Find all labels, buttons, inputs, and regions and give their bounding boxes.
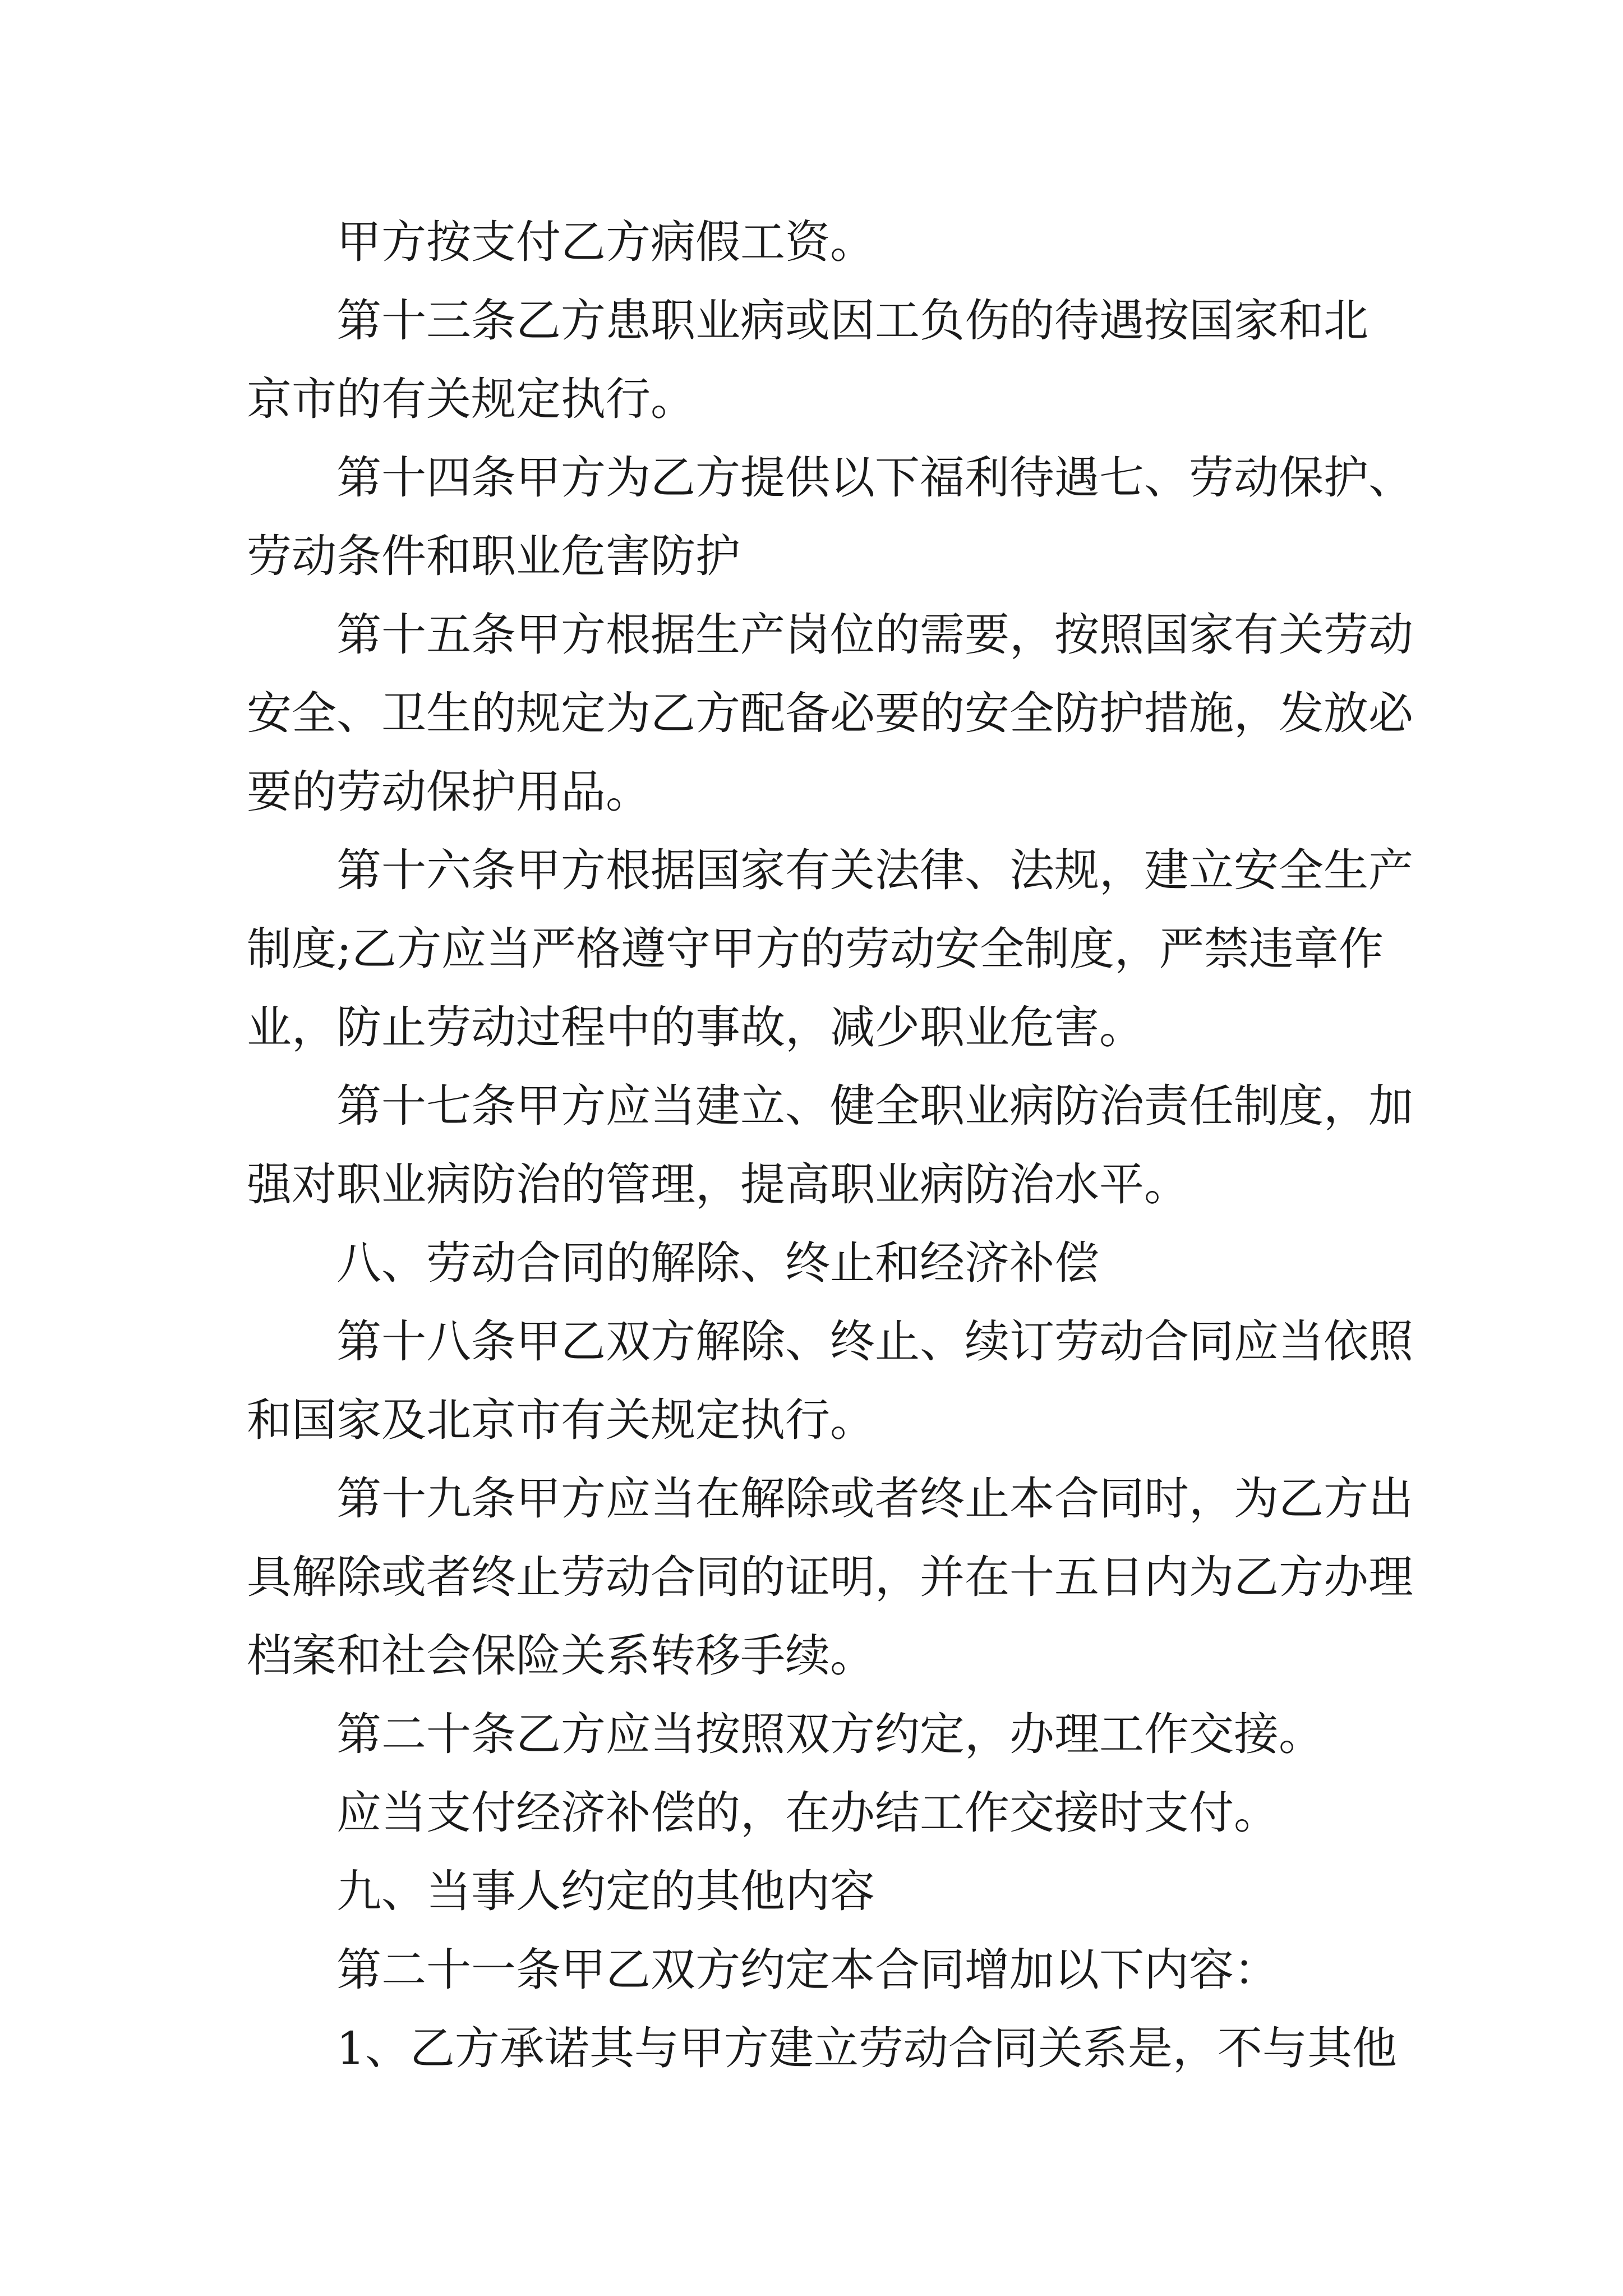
text-line: 要的劳动保护用品。 — [247, 766, 651, 818]
text-line: 甲方按支付乙方病假工资。 — [336, 216, 875, 268]
text-line: 第二十一条甲乙双方约定本合同增加以下内容： — [336, 1944, 1279, 1996]
text-line: 具解除或者终止劳动合同的证明，并在十五日内为乙方办理 — [247, 1551, 1413, 1603]
text-line: 业，防止劳动过程中的事故，减少职业危害。 — [247, 1001, 1144, 1053]
text-line: 1、乙方承诺其与甲方建立劳动合同关系是，不与其他 — [336, 2022, 1397, 2074]
text-line: 劳动条件和职业危害防护 — [247, 530, 740, 582]
text-line: 第二十条乙方应当按照双方约定，办理工作交接。 — [336, 1708, 1324, 1760]
text-line: 强对职业病防治的管理，提高职业病防治水平。 — [247, 1158, 1189, 1211]
text-line: 应当支付经济补偿的，在办结工作交接时支付。 — [336, 1787, 1279, 1839]
text-line: 第十七条甲方应当建立、健全职业病防治责任制度，加 — [336, 1080, 1413, 1132]
text-line: 第十九条甲方应当在解除或者终止本合同时，为乙方出 — [336, 1473, 1413, 1525]
text-line: 制度;乙方应当严格遵守甲方的劳动安全制度，严禁违章作 — [247, 923, 1384, 975]
text-line: 第十五条甲方根据生产岗位的需要，按照国家有关劳动 — [336, 609, 1413, 661]
section-heading: 九、当事人约定的其他内容 — [336, 1865, 875, 1917]
text-line: 档案和社会保险关系转移手续。 — [247, 1630, 875, 1682]
text-line: 第十八条甲乙双方解除、终止、续订劳动合同应当依照 — [336, 1315, 1413, 1368]
text-line: 和国家及北京市有关规定执行。 — [247, 1394, 875, 1446]
text-line: 安全、卫生的规定为乙方配备必要的安全防护措施，发放必 — [247, 687, 1413, 739]
text-line: 第十四条甲方为乙方提供以下福利待遇七、劳动保护、 — [336, 452, 1413, 504]
text-line: 京市的有关规定执行。 — [247, 373, 695, 425]
text-line: 第十六条甲方根据国家有关法律、法规，建立安全生产 — [336, 844, 1413, 896]
text-line: 第十三条乙方患职业病或因工负伤的待遇按国家和北 — [336, 295, 1368, 347]
section-heading: 八、劳动合同的解除、终止和经济补偿 — [336, 1237, 1099, 1289]
